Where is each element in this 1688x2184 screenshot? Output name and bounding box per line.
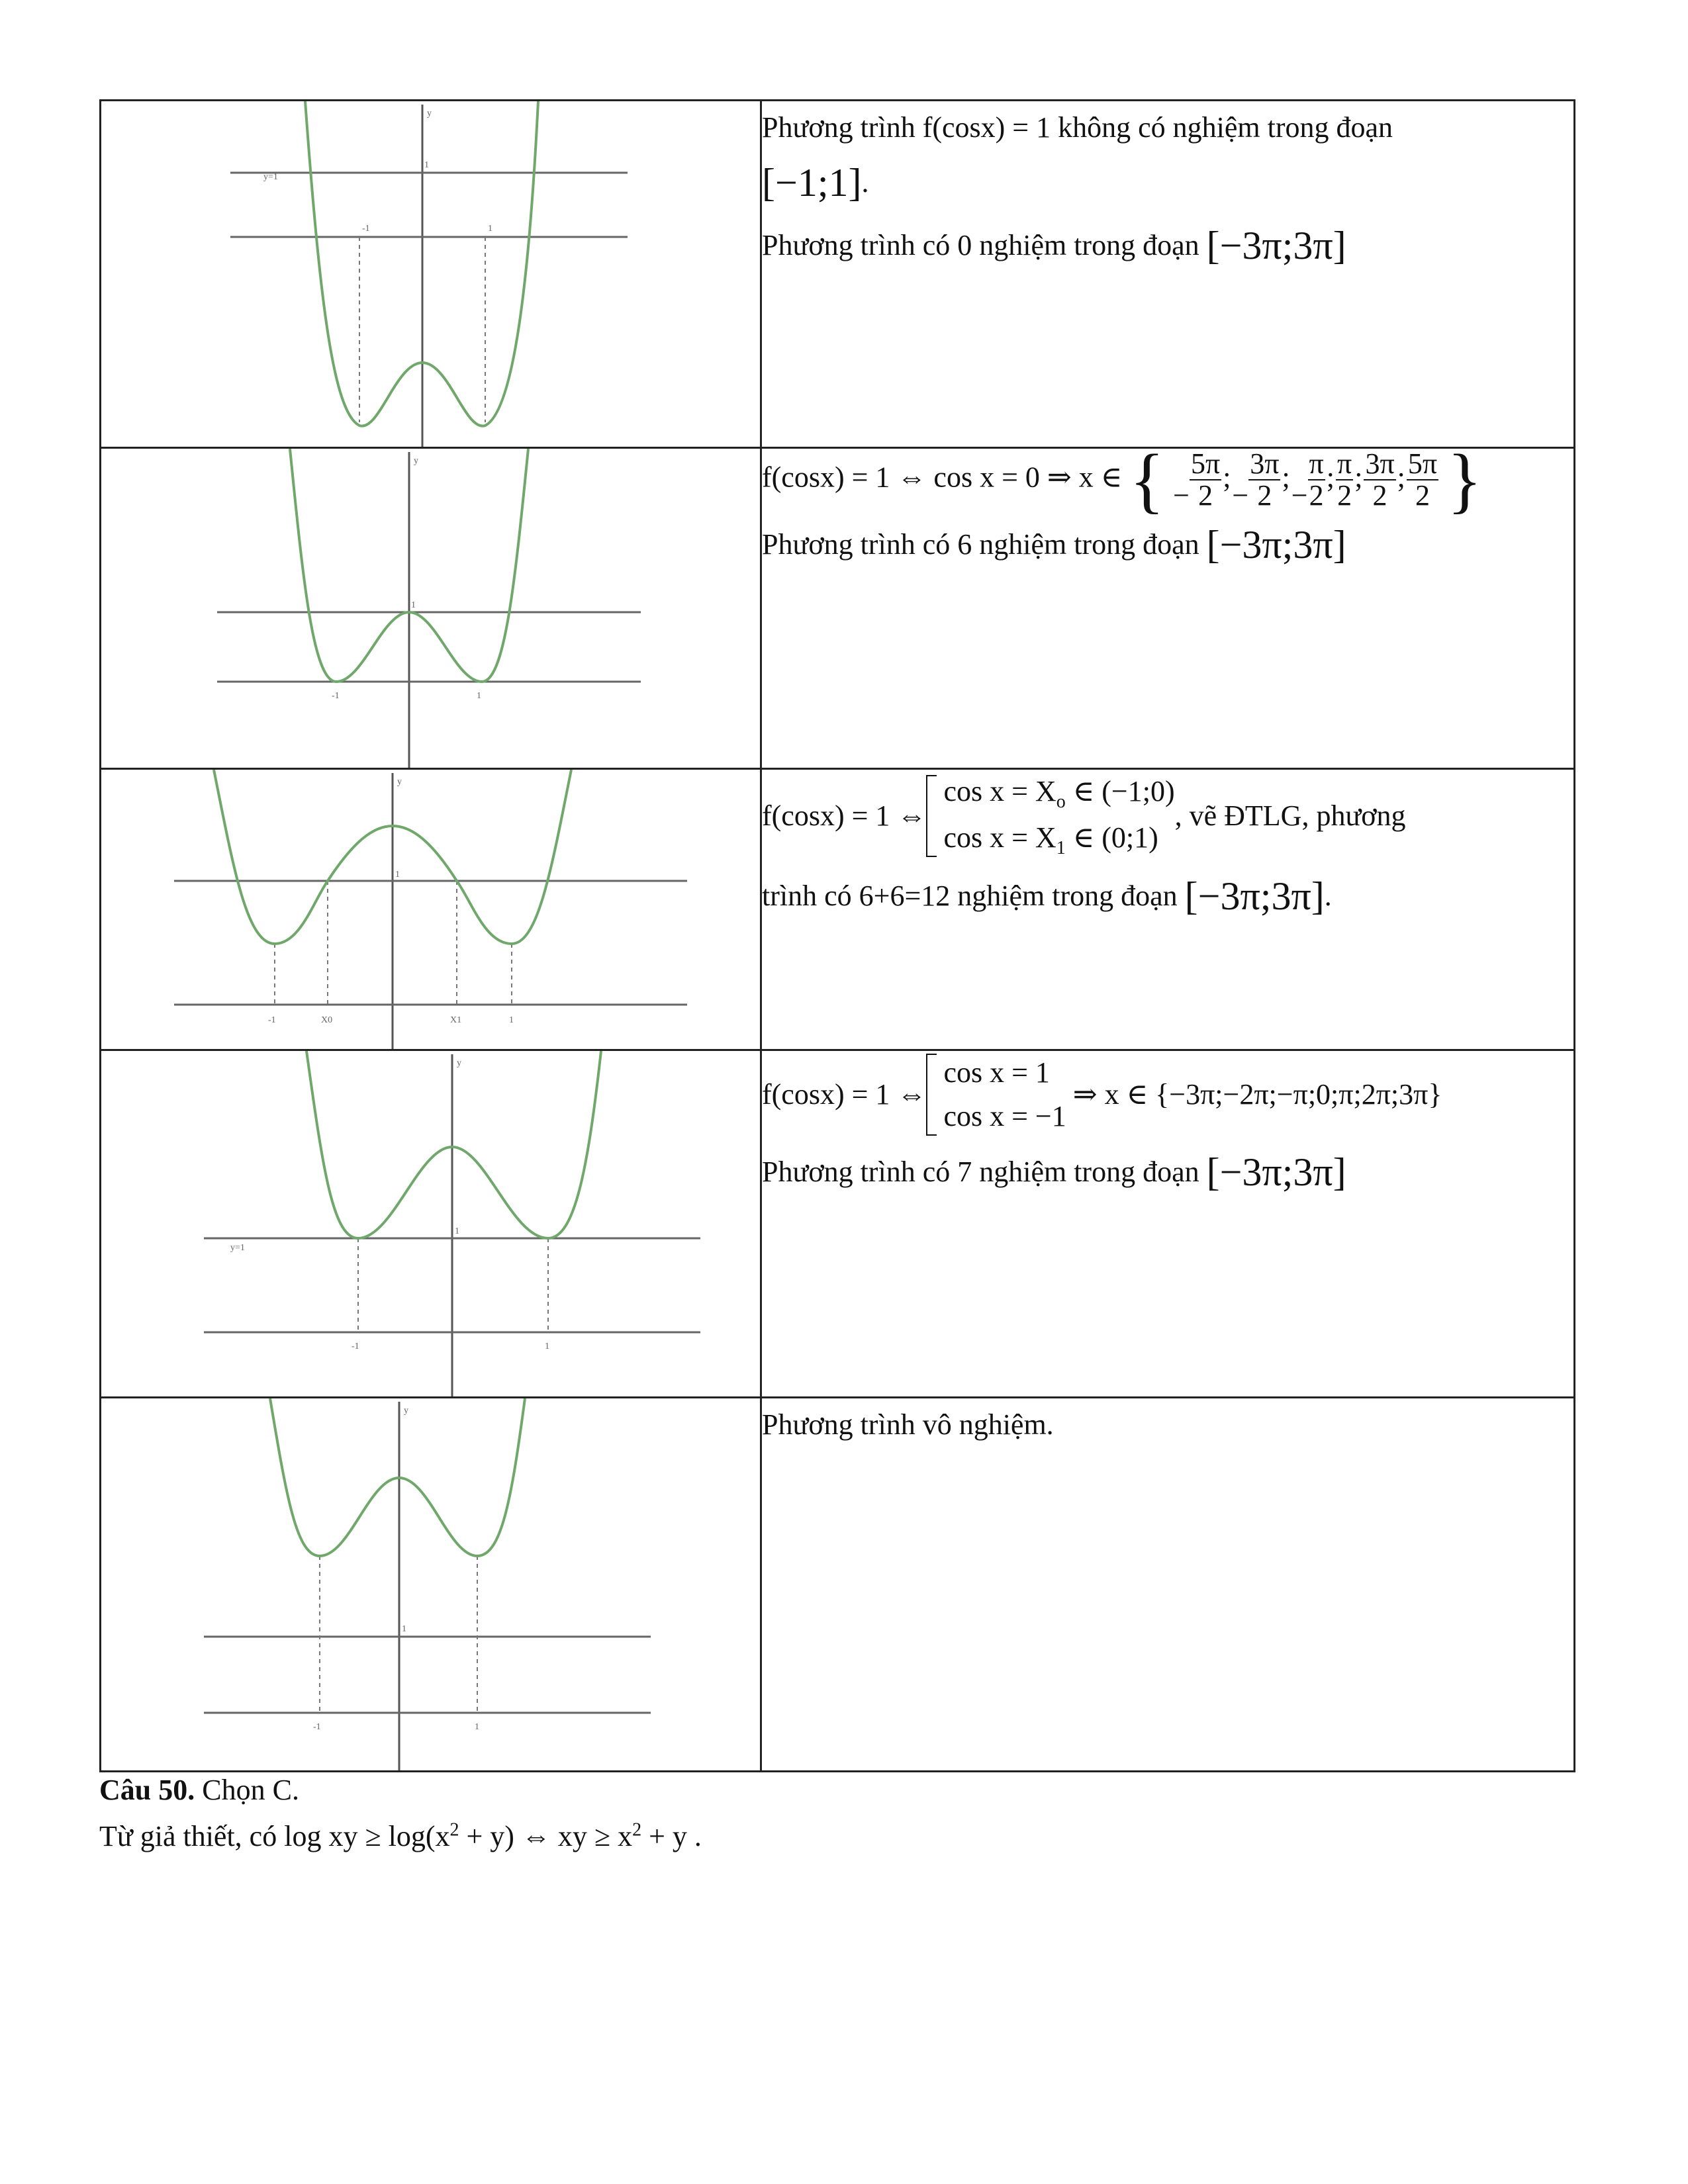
text-line: Phương trình f(cosx) = 1 không có nghiệm trong đoạn — [762, 111, 1393, 144]
tick-label: -1 — [352, 1342, 359, 1351]
fraction: $\frac{3\pi}{2}$ — [1365, 447, 1395, 512]
text-line: f(cosx) = 1 ⇔ cos x = 1 cos x = −1 ⇒ x ∈ {−3π;−2π;−π;0;π;2π;3π} — [762, 1051, 1573, 1138]
text-line: Phương trình có 7 nghiệm trong đoạn [−3π;3π] — [762, 1150, 1346, 1194]
tick-label: 1 — [411, 600, 416, 610]
fraction: $\frac{\pi}{2}$ — [1336, 447, 1352, 512]
axis-label: y — [414, 456, 418, 466]
graph-5 — [101, 1398, 760, 1770]
line-label: y=1 — [230, 1243, 245, 1253]
left-brace: { — [1129, 439, 1165, 521]
text-line: [−1;1]. — [762, 160, 869, 205]
text-line: Từ giả thiết, có log xy ≥ $\log(x^2 + y)$ ⇔ xy ≥ $x^2 + y$ . — [99, 1819, 702, 1853]
table-row — [101, 1398, 1575, 1772]
answer-section — [99, 1767, 702, 1860]
right-brace: } — [1447, 439, 1482, 521]
axis-label: y — [457, 1058, 461, 1068]
text-line: Phương trình có 0 nghiệm trong đoạn [−3π;3π] — [762, 223, 1346, 267]
graph-cell — [101, 101, 761, 448]
fraction: − $\frac{5\pi}{2}$ — [1173, 447, 1221, 512]
tick-label: 1 — [475, 1722, 479, 1732]
text-line: f(cosx) = 1 ⇔ cos x = 0 ⇒ x ∈ { − $\frac{5\pi}{2}$ ;− $\frac{3\pi}{2}$ ;− $\frac{\pi}{2}$ ; $\frac{\pi}{2}$ ; $\frac{3\pi}{2}$ ; $\frac{5\pi}{2}$ } — [762, 439, 1482, 521]
tick-label: 1 — [402, 1624, 406, 1634]
tick-label: 1 — [509, 1015, 514, 1025]
graph-cell — [101, 769, 761, 1050]
text-line: Phương trình vô nghiệm. — [762, 1408, 1054, 1441]
tick-label: 1 — [545, 1342, 549, 1351]
fraction: − $\frac{3\pi}{2}$ — [1232, 447, 1280, 512]
text-cell — [761, 1050, 1575, 1398]
tick-label: 1 — [424, 160, 429, 170]
fraction: $\frac{5\pi}{2}$ — [1407, 447, 1438, 512]
table-row — [101, 1050, 1575, 1398]
text-cell — [761, 101, 1575, 448]
tick-label: -1 — [362, 224, 370, 234]
text-cell — [761, 1398, 1575, 1772]
tick-label: -1 — [313, 1722, 321, 1732]
fraction: − $\frac{\pi}{2}$ — [1291, 447, 1324, 512]
tick-label: X1 — [450, 1015, 462, 1025]
text-line: Phương trình có 6 nghiệm trong đoạn [−3π;3π] — [762, 523, 1346, 567]
tick-label: 1 — [477, 691, 481, 701]
tick-label: -1 — [268, 1015, 276, 1025]
graph-3 — [101, 770, 760, 1049]
text-line: f(cosx) = 1 ⇔ $\cos x = X_o$ ∈ (−1;0) $\cos x = X_1$ ∈ (0;1) , vẽ ĐTLG, phương — [762, 770, 1573, 862]
table-row — [101, 769, 1575, 1050]
case-bracket: cos x = 1 cos x = −1 — [926, 1051, 1066, 1138]
tick-label: X0 — [321, 1015, 333, 1025]
graph-cell — [101, 448, 761, 769]
graph-2 — [101, 449, 760, 768]
graph-cell — [101, 1050, 761, 1398]
graph-1 — [101, 101, 760, 447]
graph-cell — [101, 1398, 761, 1772]
axis-label: y — [404, 1406, 408, 1416]
case-bracket: $\cos x = X_o$ ∈ (−1;0) $\cos x = X_1$ ∈ (0;1) — [926, 770, 1174, 862]
table-row — [101, 101, 1575, 448]
question-heading: Câu 50. Chọn C. — [99, 1774, 299, 1806]
solution-table — [99, 99, 1575, 1772]
text-cell — [761, 769, 1575, 1050]
tick-label: 1 — [488, 224, 492, 234]
tick-label: -1 — [332, 691, 340, 701]
tick-label: 1 — [455, 1226, 459, 1236]
tick-label: 1 — [395, 870, 400, 880]
line-label: y=1 — [263, 172, 278, 182]
table-row — [101, 448, 1575, 769]
text-line: trình có 6+6=12 nghiệm trong đoạn [−3π;3π]. — [762, 874, 1332, 918]
text-cell — [761, 439, 1575, 769]
quartic-curve — [306, 1051, 601, 1238]
quartic-curve — [270, 1398, 525, 1556]
axis-label: y — [427, 109, 432, 118]
graph-4 — [101, 1051, 760, 1396]
axis-label: y — [397, 777, 402, 787]
